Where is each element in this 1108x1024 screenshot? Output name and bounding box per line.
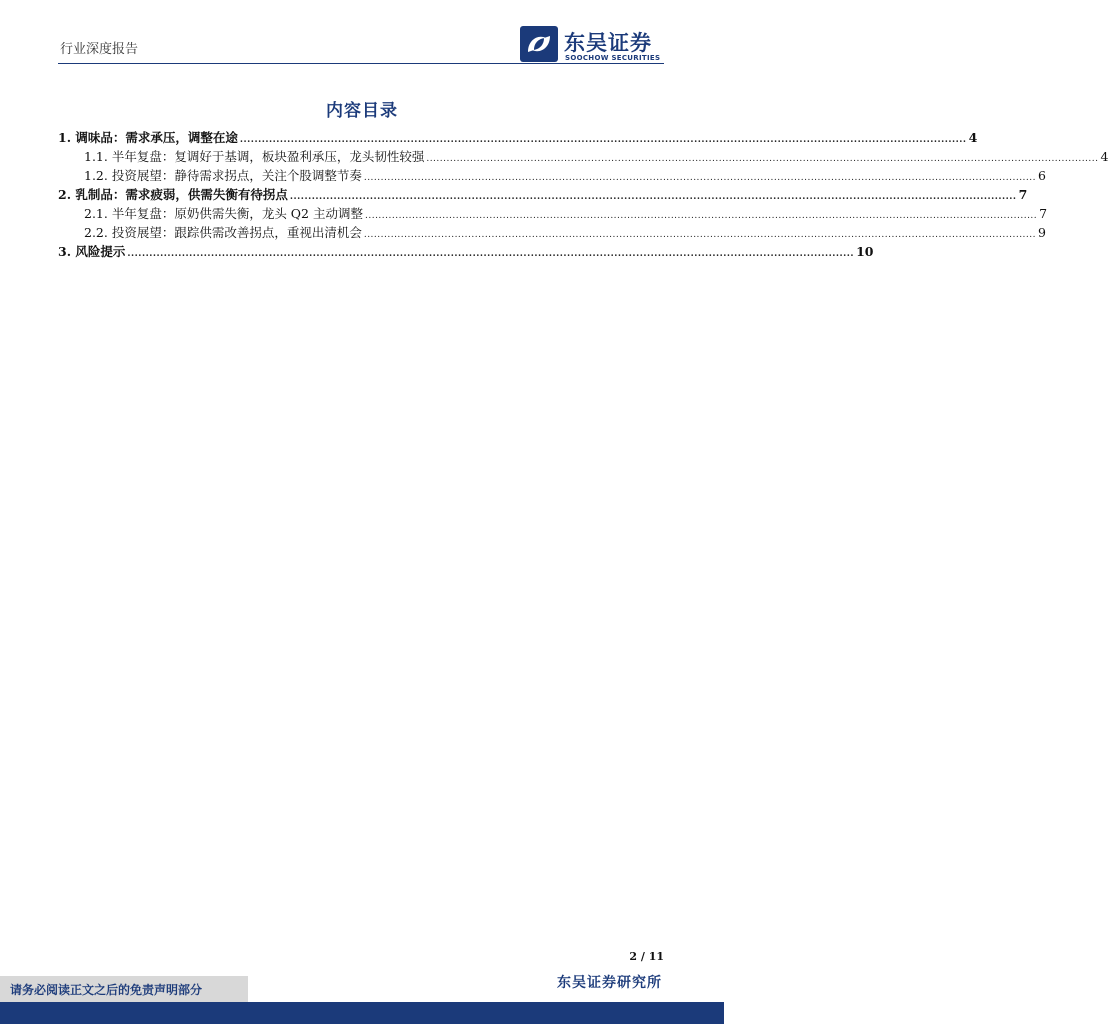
toc-entry-page: 7 [1018,187,1028,202]
toc-entry-2-2[interactable] [58,223,1046,242]
toc-entry-text: 2.2. 投资展望：跟踪供需改善拐点，重视出清机会 [84,225,362,240]
toc-entry-2[interactable] [58,185,1028,204]
logo-chinese-name: 东吴证券 [564,31,652,55]
disclaimer-box [0,976,248,1002]
toc-leader-dots: ........................................................................................................................................................................................................ [364,211,1038,221]
toc-entry-page: 4 [968,130,978,145]
toc-entry-page: 4 [1100,149,1108,164]
logo-english-name: SOOCHOW SECURITIES [565,54,661,62]
header-divider [58,63,664,64]
toc-entry-page: 10 [856,244,874,259]
company-logo [520,26,670,64]
toc-leader-dots: ........................................................................................................................................................................................................ [426,154,1099,164]
toc-entry-text: 2.1. 半年复盘：原奶供需失衡，龙头 Q2 主动调整 [84,206,363,221]
toc-entry-text: 1.1. 半年复盘：复调好于基调，板块盈利承压，龙头韧性较强 [84,149,425,164]
table-of-contents [58,128,1108,261]
toc-entry-text: 1.2. 投资展望：静待需求拐点，关注个股调整节奏 [84,168,362,183]
toc-leader-dots: ........................................................................................................................................................................................................ [239,135,967,145]
soochow-logo-icon [520,26,558,62]
toc-entry-page: 7 [1039,206,1048,221]
toc-leader-dots: ........................................................................................................................................................................................................ [289,192,1017,202]
toc-leader-dots: ........................................................................................................................................................................................................ [363,173,1036,183]
disclaimer-text: 请务必阅读正文之后的免责声明部分 [10,983,203,997]
toc-entry-page: 6 [1038,168,1046,183]
toc-title: 内容目录 [326,101,398,121]
toc-entry-1-1[interactable] [58,147,1108,166]
toc-entry-page: 9 [1038,225,1046,240]
toc-entry-2-1[interactable] [58,204,1048,223]
toc-entry-1[interactable] [58,128,978,147]
footer-bar [0,1002,724,1024]
institute-name: 东吴证券研究所 [557,975,662,991]
toc-leader-dots: ........................................................................................................................................................................................................ [363,230,1036,240]
page-number: 2 / 11 [629,950,664,963]
toc-entry-text: 3. 风险提示 [58,244,126,259]
toc-entry-text: 1. 调味品：需求承压，调整在途 [58,130,238,145]
toc-entry-1-2[interactable] [58,166,1046,185]
toc-entry-3[interactable] [58,242,874,261]
toc-entry-text: 2. 乳制品：需求疲弱，供需失衡有待拐点 [58,187,288,202]
report-category: 行业深度报告 [60,42,139,57]
toc-leader-dots: ........................................................................................................................................................................................................ [127,249,855,259]
